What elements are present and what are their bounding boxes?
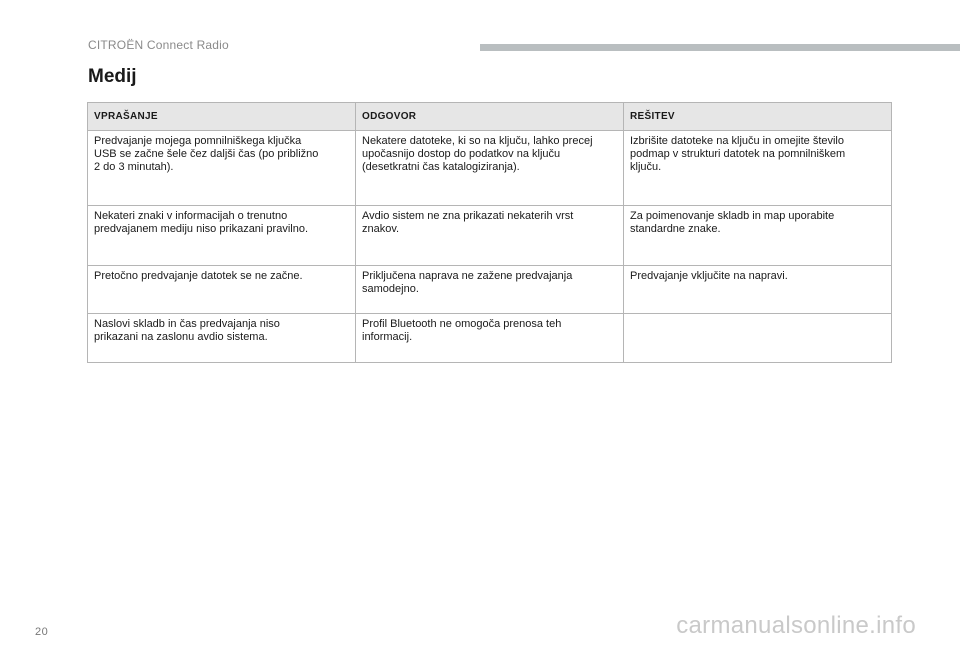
table-row (88, 131, 892, 206)
question-cell: Pretočno predvajanje datotek se ne začne. (88, 266, 356, 314)
watermark-text: carmanualsonline.info (676, 612, 916, 639)
page-number: 20 (35, 626, 49, 638)
header-bar (480, 44, 960, 51)
question-cell: Naslovi skladb in čas predvajanja niso prikazani na zaslonu avdio sistema. (88, 314, 356, 363)
answer-cell: Avdio sistem ne zna prikazati nekaterih vrst znakov. (356, 206, 624, 266)
question-cell: Nekateri znaki v informacijah o trenutno predvajanem mediju niso prikazani pravilno. (88, 206, 356, 266)
solution-cell (624, 314, 892, 363)
column-header-question: VPRAŠANJE (88, 103, 356, 131)
answer-cell: Priključena naprava ne zažene predvajanja samodejno. (356, 266, 624, 314)
solution-cell: Za poimenovanje skladb in map uporabite standardne znake. (624, 206, 892, 266)
section-title: Medij (88, 66, 137, 87)
table-row (88, 206, 892, 266)
solution-cell: Izbrišite datoteke na ključu in omejite število podmap v strukturi datotek na pomnilniškem ključu. (624, 131, 892, 206)
table-header-row (88, 103, 892, 131)
table-row (88, 314, 892, 363)
question-cell: Predvajanje mojega pomnilniškega ključka USB se začne šele čez daljši čas (po približno 2 do 3 minutah). (88, 131, 356, 206)
column-header-answer: ODGOVOR (356, 103, 624, 131)
solution-cell: Predvajanje vključite na napravi. (624, 266, 892, 314)
answer-cell: Nekatere datoteke, ki so na ključu, lahko precej upočasnijo dostop do podatkov na ključu (desetkratni čas katalogiziranja). (356, 131, 624, 206)
answer-cell: Profil Bluetooth ne omogoča prenosa teh informacij. (356, 314, 624, 363)
column-header-solution: REŠITEV (624, 103, 892, 131)
faq-table (87, 102, 892, 363)
table-row (88, 266, 892, 314)
manual-header-title: CITROËN Connect Radio (88, 38, 229, 52)
